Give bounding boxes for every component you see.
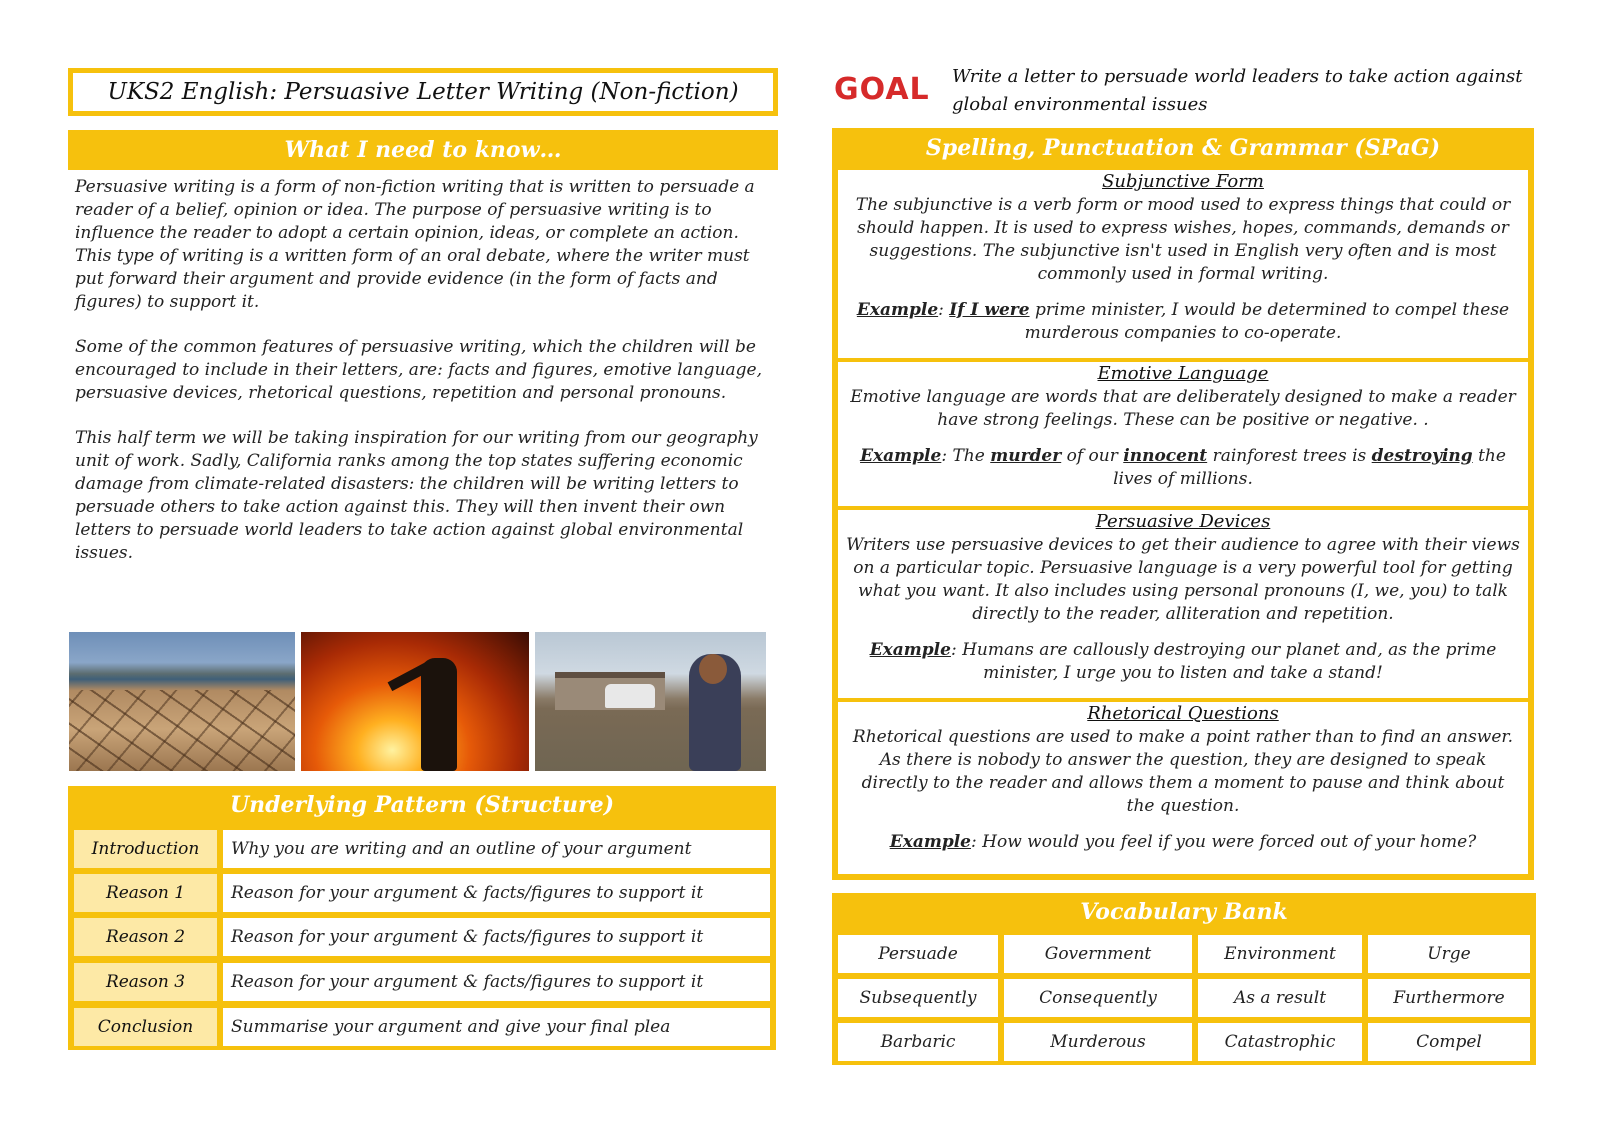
spag-heading: Spelling, Punctuation & Grammar (SPaG) — [925, 135, 1441, 161]
photo-strip — [69, 632, 771, 771]
section-body: Writers use persuasive devices to get their audience to agree with their views on a particular topic. Persuasive language is a very powerful tool for getting what you want. It also includes using personal pronouns (I, we, you) to talk directly to the reader, alliteration and repetition. — [846, 535, 1520, 624]
section-example: Example: If I were prime minister, I would be determined to compel these murderous companies to co-operate. — [856, 300, 1510, 343]
know-paragraph: This half term we will be taking inspiration for our writing from our geography unit of work. Sadly, California ranks among the top states suffering economic damage from climate-related disasters: the children will be writing letters to persuade others to take action against this. They will then invent their own letters to persuade world leaders to take action against global environmental issues. — [75, 428, 758, 563]
vocab-word: Urge — [1368, 935, 1530, 973]
goal-statement: Write a letter to persuade world leaders to take action against global environmental issues — [952, 66, 1523, 115]
example-text: of our — [1061, 446, 1124, 466]
structure-label: Reason 2 — [74, 918, 217, 956]
structure-label: Introduction — [74, 830, 217, 868]
structure-text: Why you are writing and an outline of your argument — [223, 830, 770, 868]
vocab-word: Subsequently — [838, 979, 998, 1017]
page-title: UKS2 English: Persuasive Letter Writing (Non-fiction) — [68, 68, 778, 116]
structure-text: Summarise your argument and give your final plea — [223, 1008, 770, 1046]
example-text: the lives of millions. — [1113, 446, 1506, 489]
vocab-word: Barbaric — [838, 1023, 998, 1061]
section-example: Example: The murder of our innocent rainforest trees is destroying the lives of millions. — [860, 446, 1506, 489]
example-text: How would you feel if you were forced out of your home? — [982, 832, 1477, 852]
vocab-word: Persuade — [838, 935, 998, 973]
spag-panel — [832, 128, 1534, 880]
example-label: Example — [860, 446, 942, 466]
know-paragraph: Some of the common features of persuasive writing, which the children will be encouraged to include in their letters, are: facts and figures, emotive language, persuasive devices, rhetorical questions, repetition and personal pronouns. — [75, 337, 762, 403]
vocab-bank — [832, 893, 1536, 1065]
spag-section-devices — [838, 510, 1528, 698]
goal-logo-text: GOAL — [834, 72, 930, 107]
structure-row — [74, 1008, 770, 1046]
section-title: Rhetorical Questions — [1087, 703, 1279, 724]
example-label: Example — [869, 640, 951, 660]
spag-section-rhetorical — [838, 702, 1528, 874]
structure-heading: Underlying Pattern (Structure) — [229, 792, 615, 818]
example-label: Example — [856, 300, 939, 320]
section-example: Example: How would you feel if you were forced out of your home? — [889, 832, 1477, 852]
vocab-word: Catastrophic — [1198, 1023, 1362, 1061]
section-title: Emotive Language — [1097, 363, 1269, 384]
vocab-word: Government — [1004, 935, 1192, 973]
structure-text: Reason for your argument & facts/figures to support it — [223, 918, 770, 956]
know-body — [75, 176, 775, 587]
vocab-word: Environment — [1198, 935, 1362, 973]
know-paragraph: Persuasive writing is a form of non-fiction writing that is written to persuade a reader of a belief, opinion or idea. The purpose of persuasive writing is to influence the reader to adopt a certain opinion, ideas, or complete an action. This type of writing is a written form of an oral debate, where the writer must put forward their argument and provide evidence (in the form of facts and figures) to support it. — [75, 177, 755, 312]
example-highlight: murder — [990, 446, 1062, 466]
vocab-heading: Vocabulary Bank — [1080, 899, 1288, 925]
example-text: The — [952, 446, 991, 466]
vocab-word: Compel — [1368, 1023, 1530, 1061]
goal-logo — [834, 72, 930, 107]
wildfire-photo — [301, 632, 529, 771]
know-heading: What I need to know… — [68, 130, 778, 170]
structure-row — [74, 918, 770, 956]
structure-text: Reason for your argument & facts/figures to support it — [223, 963, 770, 1001]
structure-row — [74, 830, 770, 868]
section-body: Rhetorical questions are used to make a point rather than to find an answer. As there is nobody to answer the question, they are designed to speak directly to the reader and allows them a moment to pause and think about the question. — [852, 727, 1514, 816]
example-highlight: destroying — [1371, 446, 1473, 466]
structure-label: Conclusion — [74, 1008, 217, 1046]
example-highlight: If I were — [949, 300, 1030, 320]
section-example: Example: Humans are callously destroying our planet and, as the prime minister, I urge you to listen and take a stand! — [869, 640, 1497, 683]
example-text: Humans are callously destroying our planet and, as the prime minister, I urge you to listen and take a stand! — [962, 640, 1497, 683]
structure-row — [74, 874, 770, 912]
section-title: Subjunctive Form — [1102, 171, 1264, 192]
example-highlight: innocent — [1123, 446, 1208, 466]
spag-section-emotive — [838, 362, 1528, 506]
example-text: prime minister, I would be determined to compel these murderous companies to co-operate. — [1024, 300, 1510, 343]
section-title: Persuasive Devices — [1095, 511, 1271, 532]
structure-row — [74, 963, 770, 1001]
example-text: rainforest trees is — [1207, 446, 1372, 466]
structure-text: Reason for your argument & facts/figures to support it — [223, 874, 770, 912]
structure-table — [68, 786, 776, 1050]
example-label: Example — [889, 832, 971, 852]
section-body: The subjunctive is a verb form or mood used to express things that could or should happen. It is used to express wishes, hopes, commands, demands or suggestions. The subjunctive isn't used in English very often and is most commonly used in formal writing. — [855, 195, 1511, 284]
vocab-word: Consequently — [1004, 979, 1192, 1017]
vocab-word: As a result — [1198, 979, 1362, 1017]
structure-label: Reason 3 — [74, 963, 217, 1001]
flood-photo — [535, 632, 766, 771]
spag-section-subjunctive — [838, 170, 1528, 358]
vocab-word: Furthermore — [1368, 979, 1530, 1017]
section-body: Emotive language are words that are deliberately designed to make a reader have strong feelings. These can be positive or negative. . — [850, 387, 1516, 430]
structure-label: Reason 1 — [74, 874, 217, 912]
drought-photo — [69, 632, 295, 771]
vocab-word: Murderous — [1004, 1023, 1192, 1061]
